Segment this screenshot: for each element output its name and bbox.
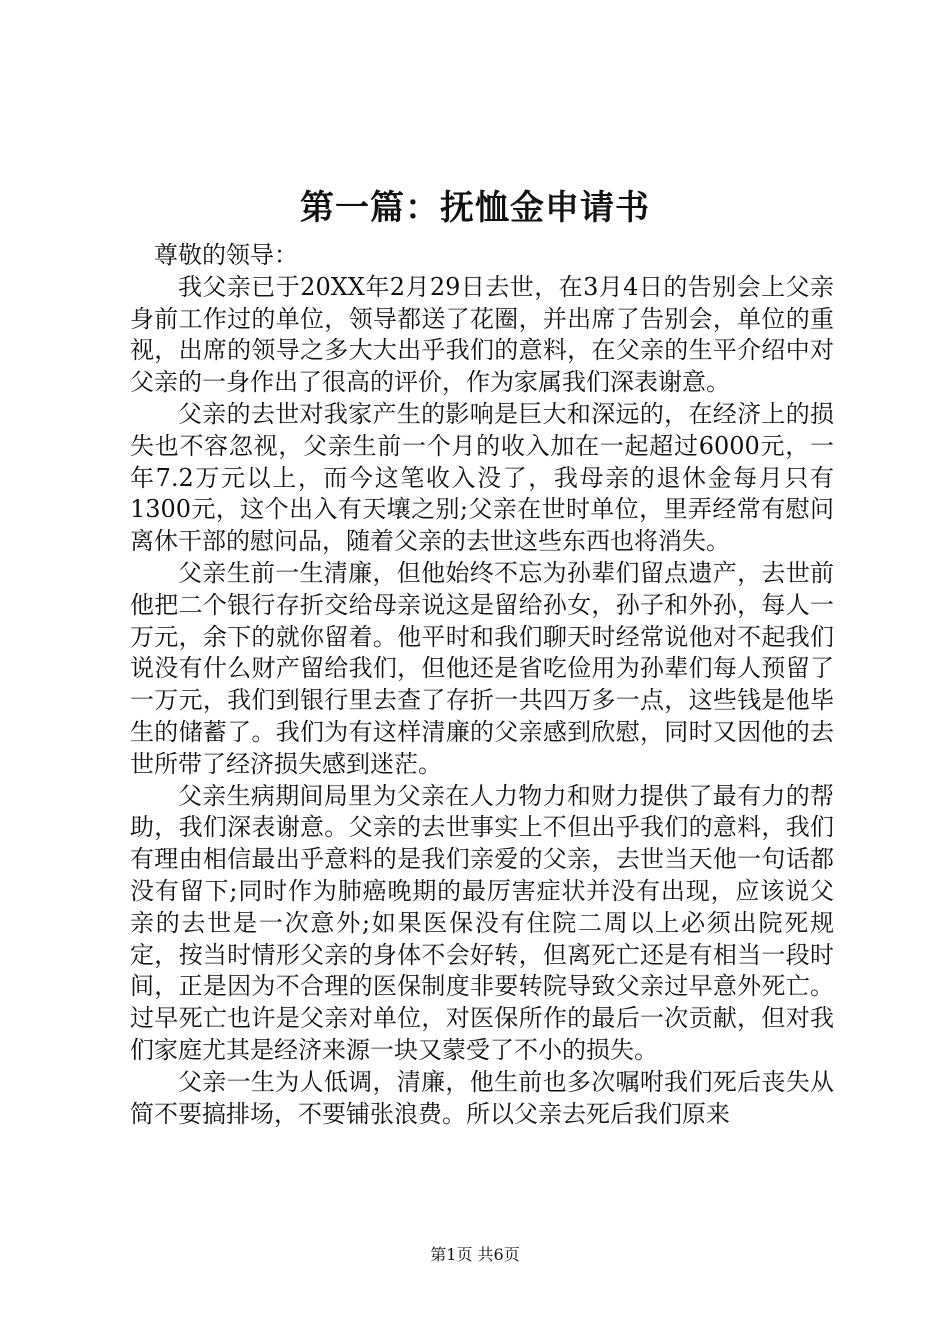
page-footer: 第1页 共6页 bbox=[430, 1245, 520, 1264]
salutation: 尊敬的领导： bbox=[154, 241, 298, 269]
document-title: 第一篇：抚恤金申请书 bbox=[300, 188, 650, 228]
paragraph-3: 父亲生前一生清廉，但他始终不忘为孙辈们留点遗产，去世前他把二个银行存折交给母亲说这是留给孙女，孙子和外孙，每人一万元，余下的就你留着。他平时和我们聊天时经常说他对不起我们说没有什么财产留给我们，但他还是省吃俭用为孙辈们每人预留了一万元，我们到银行里去查了存折一共四万多一点，这些钱是他毕生的储蓄了。我们为有这样清廉的父亲感到欣慰，同时又因他的去世所带了经济损失感到迷茫。 bbox=[130, 558, 834, 778]
paragraph-2: 父亲的去世对我家产生的影响是巨大和深远的，在经济上的损失也不容忽视，父亲生前一个月的收入加在一起超过6000元，一年7.2万元以上，而今这笔收入没了，我母亲的退休金每月只有1300元，这个出入有天壤之别;父亲在世时单位，里弄经常有慰问离休干部的慰问品，随着父亲的去世这些东西也将消失。 bbox=[130, 399, 834, 556]
document-body bbox=[130, 240, 834, 1130]
paragraph-1: 我父亲已于20XX年2月29日去世，在3月4日的告别会上父亲身前工作过的单位，领导都送了花圈，并出席了告别会，单位的重视，出席的领导之多大大出乎我们的意料，在父亲的生平介绍中对父亲的一身作出了很高的评价，作为家属我们深表谢意。 bbox=[130, 272, 834, 397]
paragraph-5: 父亲一生为人低调，清廉，他生前也多次嘱咐我们死后丧失从简不要搞排场，不要铺张浪费。所以父亲去死后我们原来 bbox=[130, 1067, 834, 1128]
paragraph-4: 父亲生病期间局里为父亲在人力物力和财力提供了最有力的帮助，我们深表谢意。父亲的去世事实上不但出乎我们的意料，我们有理由相信最出乎意料的是我们亲爱的父亲，去世当天他一句话都没有留下;同时作为肺癌晚期的最厉害症状并没有出现，应该说父亲的去世是一次意外;如果医保没有住院二周以上必须出院死规定，按当时情形父亲的身体不会好转，但离死亡还是有相当一段时间，正是因为不合理的医保制度非要转院导致父亲过早意外死亡。过早死亡也许是父亲对单位，对医保所作的最后一次贡献，但对我们家庭尤其是经济来源一块又蒙受了不小的损失。 bbox=[130, 781, 834, 1064]
